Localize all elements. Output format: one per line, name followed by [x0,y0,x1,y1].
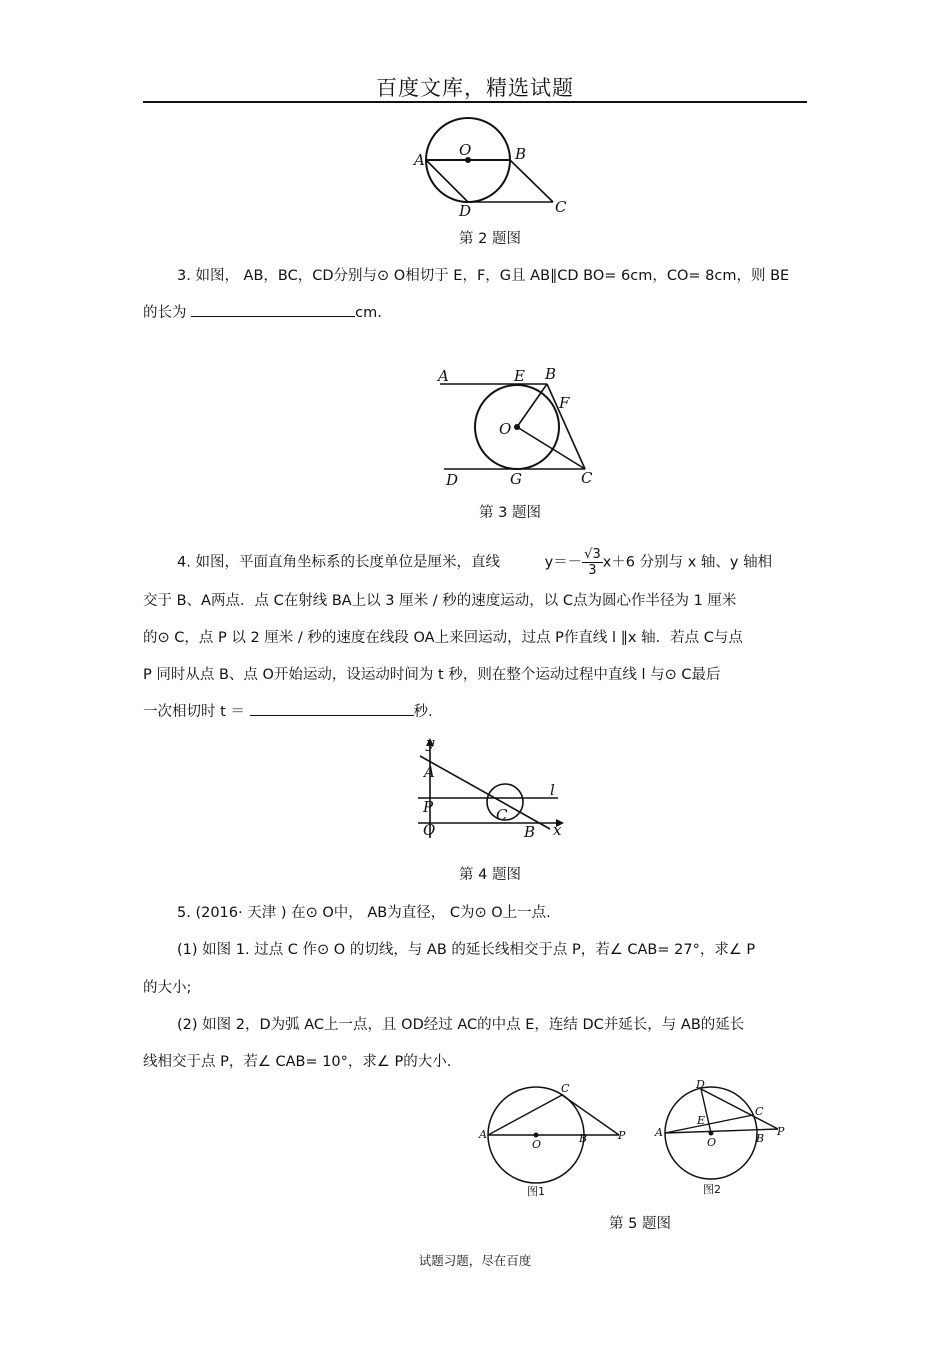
fig4-label-x: x [553,821,562,839]
fig2-label-b: B [515,145,527,163]
fig3-center-dot [514,424,520,430]
fig5-caption: 第 5 题图 [609,1216,671,1232]
fig5-1-label-p: P [618,1129,626,1142]
fig5-1-center-dot [534,1133,539,1138]
fig5-2-label-b: B [756,1132,765,1145]
fig2-segment-bc [510,160,553,202]
fig3-segment-ob [517,384,547,427]
page-footer: 试题习题，尽在百度 [418,1253,532,1268]
fig3-label-g: G [510,470,522,488]
page-header-title: 百度文库，精选试题 [376,76,574,100]
q5-line2: (1) 如图 1. 过点 C 作⊙ O 的切线，与 AB 的延长线相交于点 P，若∠ CAB= 27°，求∠ P [177,942,756,958]
fig5-2-label-a: A [655,1126,663,1139]
fig5-1-label-c: C [561,1082,570,1095]
fig5-2-label-o: O [707,1136,717,1149]
fig2-label-d: D [459,202,472,220]
q5-line3: 的大小; [143,980,192,996]
fig5-1-segment-cp [562,1095,619,1135]
fig3-label-o: O [499,420,512,438]
fig5-2-label-p: P [777,1125,785,1138]
fig5-2-label-d: D [696,1078,705,1091]
fig3-label-e: E [514,367,525,385]
q3-line2: 的长为 cm. [143,305,382,321]
fig4-line-ab [420,756,550,829]
q4-line1: 4. 如图，平面直角坐标系的长度单位是厘米，直线 y＝－ $\frac{√3}{3}$ x＋6 分别与 x 轴、y 轴相 [177,547,773,578]
fig3-label-a: A [438,367,449,385]
fig3-label-d: D [446,471,459,489]
q5-line1: 5. (2016· 天津 ) 在⊙ O中， AB为直径， C为⊙ O上一点. [177,905,551,921]
fig5-2-label-e: E [697,1114,706,1127]
fig4-caption: 第 4 题图 [459,867,521,883]
header-rule [143,101,807,103]
figure-q3 [430,364,605,490]
fig5-2-label-c: C [755,1105,764,1118]
fig2-label-o: O [459,141,472,159]
figure-q5-2 [652,1072,792,1200]
q3-line1: 3. 如图， AB，BC，CD分别与⊙ O相切于 E，F，G且 AB∥CD BO= 6cm，CO= 8cm，则 BE [177,268,790,284]
figure-q2 [405,112,585,222]
fig2-label-c: C [555,198,567,216]
fig5-2-name: 图2 [703,1183,721,1196]
q5-line5: 线相交于点 P，若∠ CAB= 10°，求∠ P的大小. [143,1054,452,1070]
figure-q5-1 [476,1078,636,1200]
fig5-1-label-b: B [579,1132,588,1145]
fig4-label-c: C [496,806,508,824]
q5-line4: (2) 如图 2，D为弧 AC上一点，且 OD经过 AC的中点 E，连结 DC并延长，与 AB的延长 [177,1017,745,1033]
fig3-caption: 第 3 题图 [479,505,541,521]
fig3-label-c: C [581,469,593,487]
fig4-label-l: l [550,781,555,799]
fig4-label-p: P [423,798,434,816]
figure-q4 [412,732,574,842]
fig4-label-o: O [423,821,436,839]
fig3-label-f: F [559,394,570,412]
q4-line2: 交于 B、A两点．点 C在射线 BA上以 3 厘米 / 秒的速度运动，以 C点为圆心作半径为 1 厘米 [143,593,737,609]
fig4-label-y: y [426,734,435,752]
q4-line3: 的⊙ C，点 P 以 2 厘米 / 秒的速度在线段 OA上来回运动，过点 P作直线 l ∥x 轴．若点 C与点 [143,630,743,646]
fig4-label-a: A [424,763,435,781]
q4-line5: 一次相切时 t ＝ 秒. [143,704,433,720]
q4-line4: P 同时从点 B、点 O开始运动，设运动时间为 t 秒，则在整个运动过程中直线 l 与⊙ C最后 [143,667,721,683]
fig2-label-a: A [414,151,425,169]
q4-fraction: $\frac{√3}{3}$ [584,547,601,578]
fig5-1-label-a: A [479,1128,487,1141]
fig5-1-segment-ac [488,1095,562,1135]
fig2-caption: 第 2 题图 [459,231,521,247]
fig5-2-center-dot [709,1131,714,1136]
fig4-label-b: B [524,823,536,841]
fig5-1-name: 图1 [527,1185,545,1198]
fig3-label-b: B [545,365,557,383]
fig5-1-label-o: O [532,1138,542,1151]
